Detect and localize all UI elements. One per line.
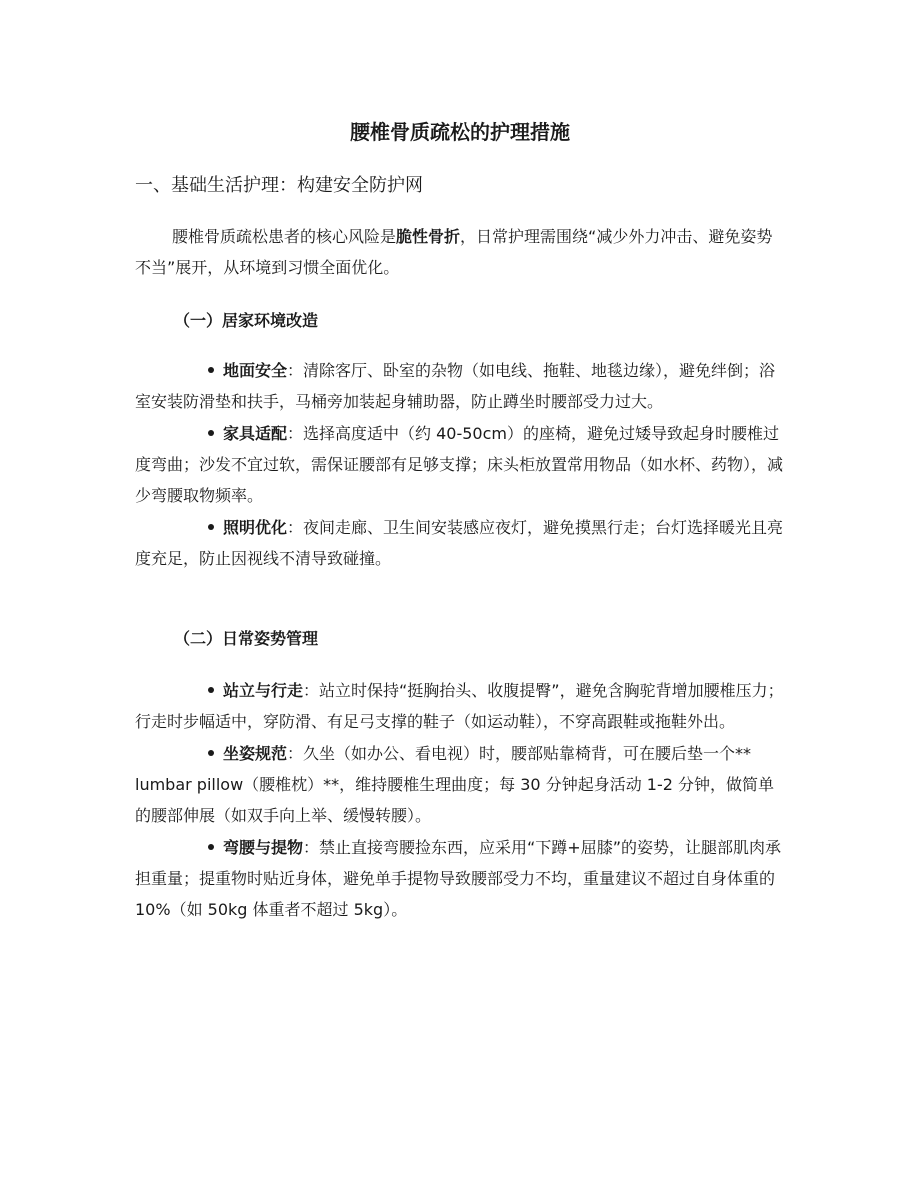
list-item — [135, 832, 787, 925]
subsection-heading-home-environment: （一）居家环境改造 — [174, 311, 319, 330]
list-item-text: ：夜间走廊、卫生间安装感应夜灯，避免摸黑行走；台灯选择暖光且亮度充足，防止因视线不清导致碰撞。 — [135, 518, 784, 568]
list-item-term: 弯腰与提物 — [223, 838, 304, 857]
subsection-heading-posture-management: （二）日常姿势管理 — [174, 629, 319, 648]
home-environment-list — [135, 355, 787, 575]
list-item — [135, 675, 787, 737]
bullet-dot-icon — [208, 367, 214, 373]
list-item — [135, 418, 787, 511]
list-item-text: ：久坐（如办公、看电视）时，腰部贴靠椅背，可在腰后垫一个** lumbar pillow（腰椎枕）**，维持腰椎生理曲度；每 30 分钟起身活动 1-2 分钟，做简单的腰部伸展（如双手向上举、缓慢转腰）。 — [135, 744, 775, 825]
list-item-text: ：清除客厅、卧室的杂物（如电线、拖鞋、地毯边缘），避免绊倒；浴室安装防滑垫和扶手，马桶旁加装起身辅助器，防止蹲坐时腰部受力过大。 — [135, 361, 776, 411]
document-title: 腰椎骨质疏松的护理措施 — [350, 120, 570, 144]
list-item — [135, 738, 787, 831]
list-item-text: ：禁止直接弯腰捡东西，应采用“下蹲+屈膝”的姿势，让腿部肌肉承担重量；提重物时贴近身体，避免单手提物导致腰部受力不均，重量建议不超过自身体重的 10%（如 50kg 体重者不超过 5kg）。 — [135, 838, 782, 919]
section-intro-paragraph — [135, 221, 787, 283]
bullet-dot-icon — [208, 750, 214, 756]
bullet-dot-icon — [208, 844, 214, 850]
intro-text-bold: 脆性骨折 — [396, 227, 461, 246]
section-heading-basic-care: 一、基础生活护理：构建安全防护网 — [135, 175, 423, 196]
list-item-term: 照明优化 — [223, 518, 288, 537]
posture-management-list — [135, 675, 787, 926]
intro-text-before: 腰椎骨质疏松患者的核心风险是 — [172, 227, 397, 246]
bullet-dot-icon — [208, 524, 214, 530]
list-item-term: 家具适配 — [223, 424, 288, 443]
list-item-text: ：选择高度适中（约 40-50cm）的座椅，避免过矮导致起身时腰椎过度弯曲；沙发不宜过软，需保证腰部有足够支撑；床头柜放置常用物品（如水杯、药物），减少弯腰取物频率。 — [135, 424, 784, 505]
list-item-term: 坐姿规范 — [223, 744, 288, 763]
list-item-term: 站立与行走 — [223, 681, 304, 700]
list-item-term: 地面安全 — [223, 361, 288, 380]
list-item — [135, 355, 787, 417]
intro-text-after: ，日常护理需围绕“减少外力冲击、避免姿势不当”展开，从环境到习惯全面优化。 — [135, 227, 773, 277]
bullet-dot-icon — [208, 687, 214, 693]
list-item-text: ：站立时保持“挺胸抬头、收腹提臀”，避免含胸驼背增加腰椎压力；行走时步幅适中，穿防滑、有足弓支撑的鞋子（如运动鞋），不穿高跟鞋或拖鞋外出。 — [135, 681, 784, 731]
list-item — [135, 512, 787, 574]
bullet-dot-icon — [208, 430, 214, 436]
